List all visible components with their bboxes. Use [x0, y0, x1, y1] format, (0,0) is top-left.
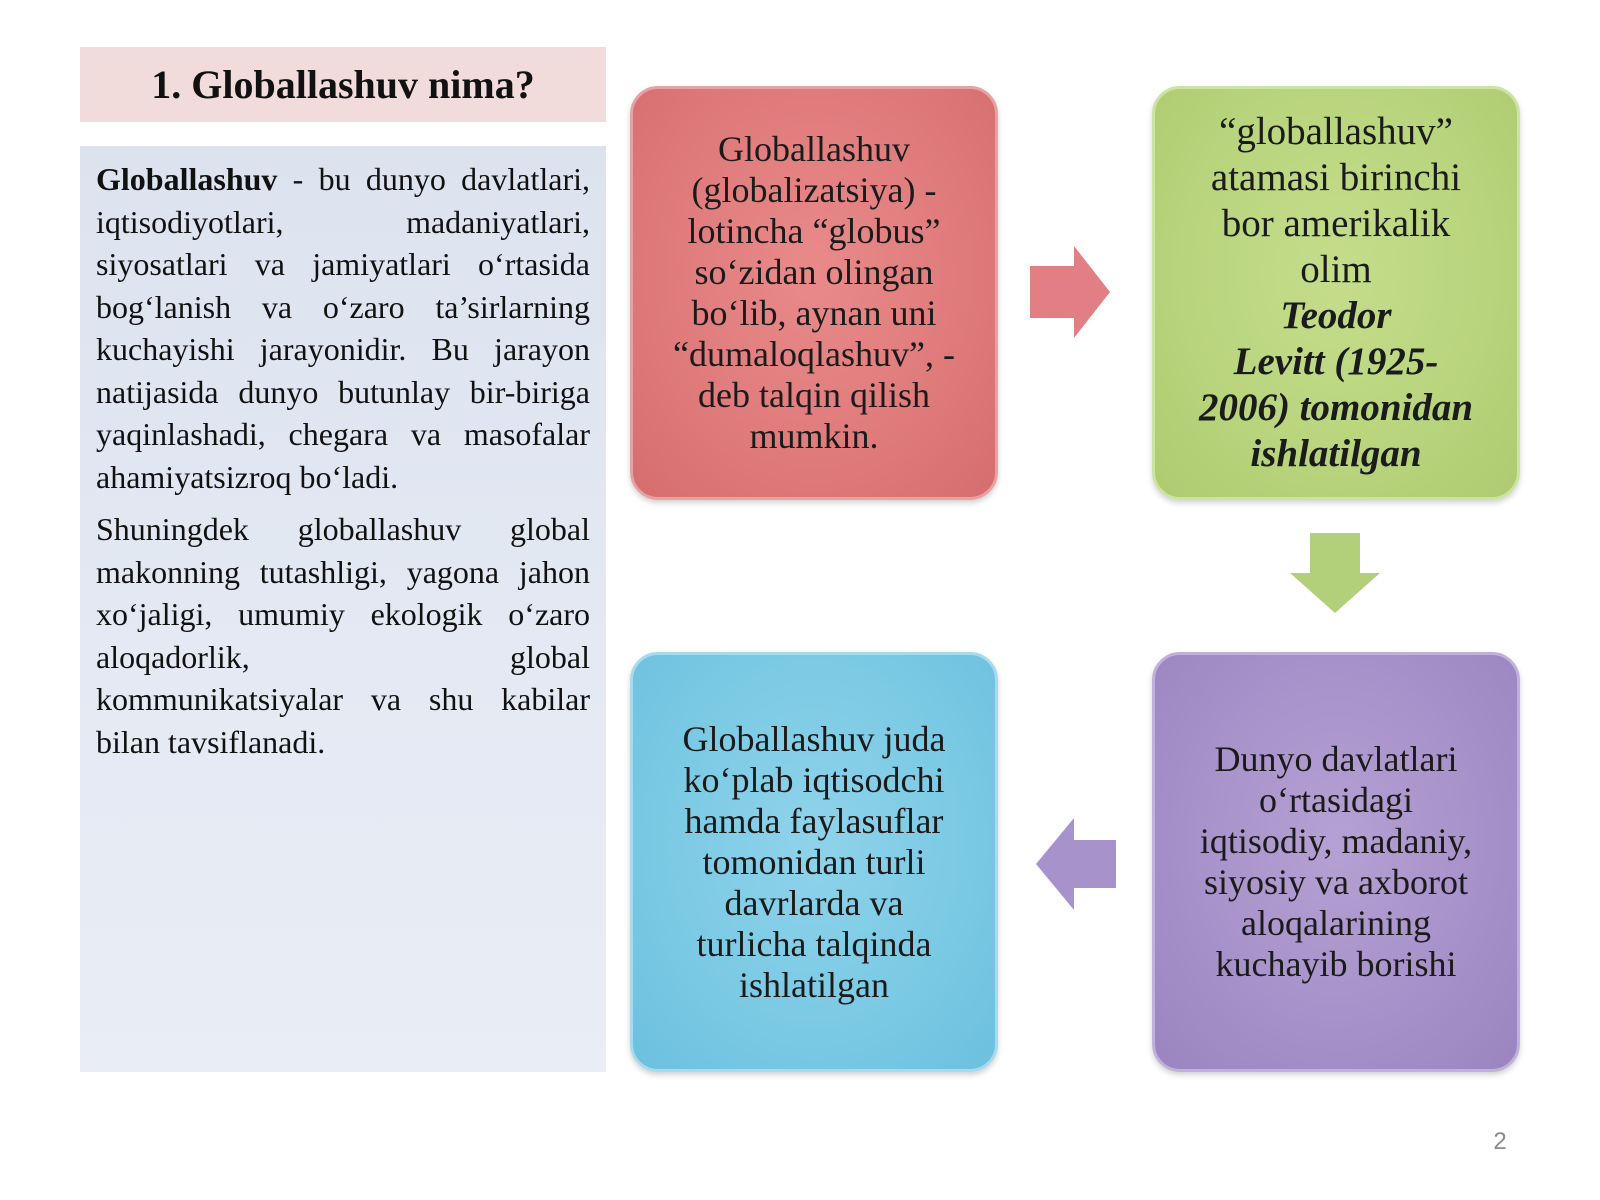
box-line [1199, 339, 1473, 385]
box-line: atamasi birinchi [1210, 156, 1462, 199]
box-line: Globallashuv juda [682, 718, 946, 759]
definition-term: Globallashuv [96, 161, 278, 197]
flow-box-term-origin [1152, 86, 1520, 500]
box-line: bor amerikalik [1221, 202, 1451, 245]
flow-box-etymology [630, 86, 998, 500]
flow-box-relations [1152, 652, 1520, 1072]
box-line: Dunyo davlatlari [1214, 739, 1458, 779]
author-dates: Levitt (1925- [1233, 340, 1439, 383]
characteristics-paragraph: Shuningdek globallashuv global makonning tutashligi, yagona jahon xo‘jaligi, umumiy ekologik o‘zaro aloqadorlik, global kommunikatsiyalar va shu kabilar bilan tavsiflanadi. [96, 511, 590, 760]
definition-text: - bu dunyo davlatlari, iqtisodiyotlari, madaniyatlari, siyosatlari va jamiyatlari o‘rtasida bog‘lanish va o‘zaro ta’sirlarning kuchayishi jarayonidir. Bu jarayon natijasida dunyo butunlay bir-biriga yaqinlashadi, chegara va masofalar ahamiyatsizroq bo‘ladi. [96, 161, 590, 495]
box-line [1199, 385, 1473, 431]
box-line: turlicha talqinda [696, 923, 932, 964]
author-dates-end: 2006) tomonidan [1198, 386, 1474, 429]
definition-paragraph [96, 158, 590, 498]
page-number: 2 [1493, 1128, 1507, 1155]
box-line: ko‘plab iqtisodchi [683, 759, 945, 800]
box-line [1199, 431, 1473, 477]
box-line-prefix: olim [1300, 248, 1372, 291]
box-line: tomonidan turli [702, 841, 926, 882]
box-line: siyosiy va axborot [1204, 862, 1468, 902]
box-line [1199, 247, 1473, 339]
box-line: “dumaloqlashuv”, - [673, 334, 955, 374]
definition-panel [80, 146, 606, 1072]
slide-title: 1. Globallashuv nima? [80, 47, 606, 122]
author-name: Teodor [1280, 294, 1392, 337]
flow-box-interpretations [630, 652, 998, 1072]
box-line: so‘zidan olingan [694, 252, 934, 292]
box-line: iqtisodiy, madaniy, [1199, 821, 1473, 861]
box-line: hamda faylasuflar [684, 800, 944, 841]
box-line: deb talqin qilish [698, 375, 930, 415]
arrow-right-icon [1030, 246, 1110, 338]
box-line: aloqalarining [1241, 903, 1431, 943]
box-line: davrlarda va [724, 882, 904, 923]
box-line: lotincha “globus” [687, 211, 941, 251]
box-line: ishlatilgan [739, 964, 889, 1005]
box-line: Globallashuv [718, 129, 910, 169]
arrow-left-icon [1036, 818, 1116, 910]
box-line-emph: ishlatilgan [1250, 432, 1422, 475]
box-line: mumkin. [749, 416, 879, 456]
box-line: (globalizatsiya) - [691, 170, 937, 210]
box-line: o‘rtasidagi [1259, 780, 1413, 820]
box-line: “globallashuv” [1219, 110, 1453, 153]
arrow-down-icon [1290, 533, 1380, 613]
box-line: bo‘lib, aynan uni [691, 293, 937, 333]
box-line: kuchayib borishi [1215, 944, 1457, 984]
